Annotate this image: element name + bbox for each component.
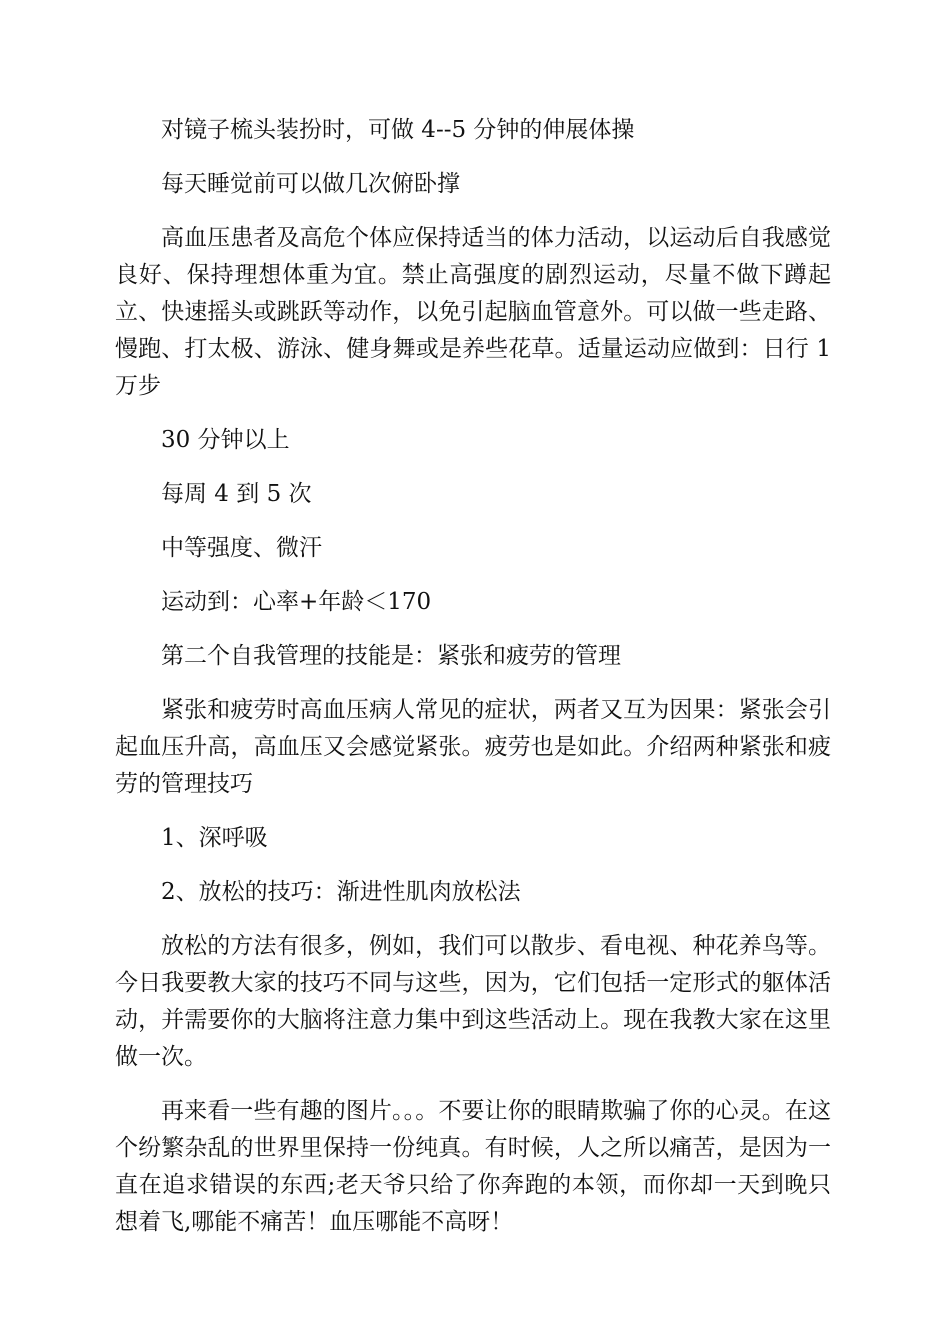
paragraph-deep-breathing: 1、深呼吸: [161, 825, 268, 851]
paragraph-heart-rate: 运动到：心率+年龄＜170: [161, 589, 432, 615]
paragraph-relaxation-technique: 2、放松的技巧：渐进性肌肉放松法: [161, 879, 521, 905]
paragraph-second-skill: 第二个自我管理的技能是：紧张和疲劳的管理: [161, 643, 621, 669]
paragraph-stress-fatigue: 紧张和疲劳时高血压病人常见的症状，两者又互为因果：紧张会引起血压升高，高血压又会感觉紧张。疲劳也是如此。介绍两种紧张和疲劳的管理技巧: [115, 697, 831, 797]
paragraph-intensity: 中等强度、微汗: [161, 535, 322, 561]
document-body: [115, 112, 831, 1258]
paragraph-stretch-exercise: 对镜子梳头装扮时，可做 4--5 分钟的伸展体操: [161, 117, 635, 143]
paragraph-pushups: 每天睡觉前可以做几次俯卧撑: [161, 171, 460, 197]
paragraph-frequency: 每周 4 到 5 次: [161, 481, 312, 507]
paragraph-duration: 30 分钟以上: [161, 427, 290, 453]
paragraph-physical-activity: 高血压患者及高危个体应保持适当的体力活动，以运动后自我感觉良好、保持理想体重为宜。禁止高强度的剧烈运动，尽量不做下蹲起立、快速摇头或跳跃等动作，以免引起脑血管意外。可以做一些走路、慢跑、打太极、游泳、健身舞或是养些花草。适量运动应做到：日行 1 万步: [115, 225, 831, 399]
paragraph-relaxation-methods: 放松的方法有很多，例如，我们可以散步、看电视、种花养鸟等。今日我要教大家的技巧不同与这些，因为，它们包括一定形式的躯体活动，并需要你的大脑将注意力集中到这些活动上。现在我教大家在这里做一次。: [115, 933, 831, 1070]
paragraph-interesting-pictures: 再来看一些有趣的图片。。。不要让你的眼睛欺骗了你的心灵。在这个纷繁杂乱的世界里保持一份纯真。有时候，人之所以痛苦，是因为一直在追求错误的东西;老天爷只给了你奔跑的本领，而你却一天到晚只想着飞,哪能不痛苦！血压哪能不高呀！: [115, 1098, 831, 1235]
